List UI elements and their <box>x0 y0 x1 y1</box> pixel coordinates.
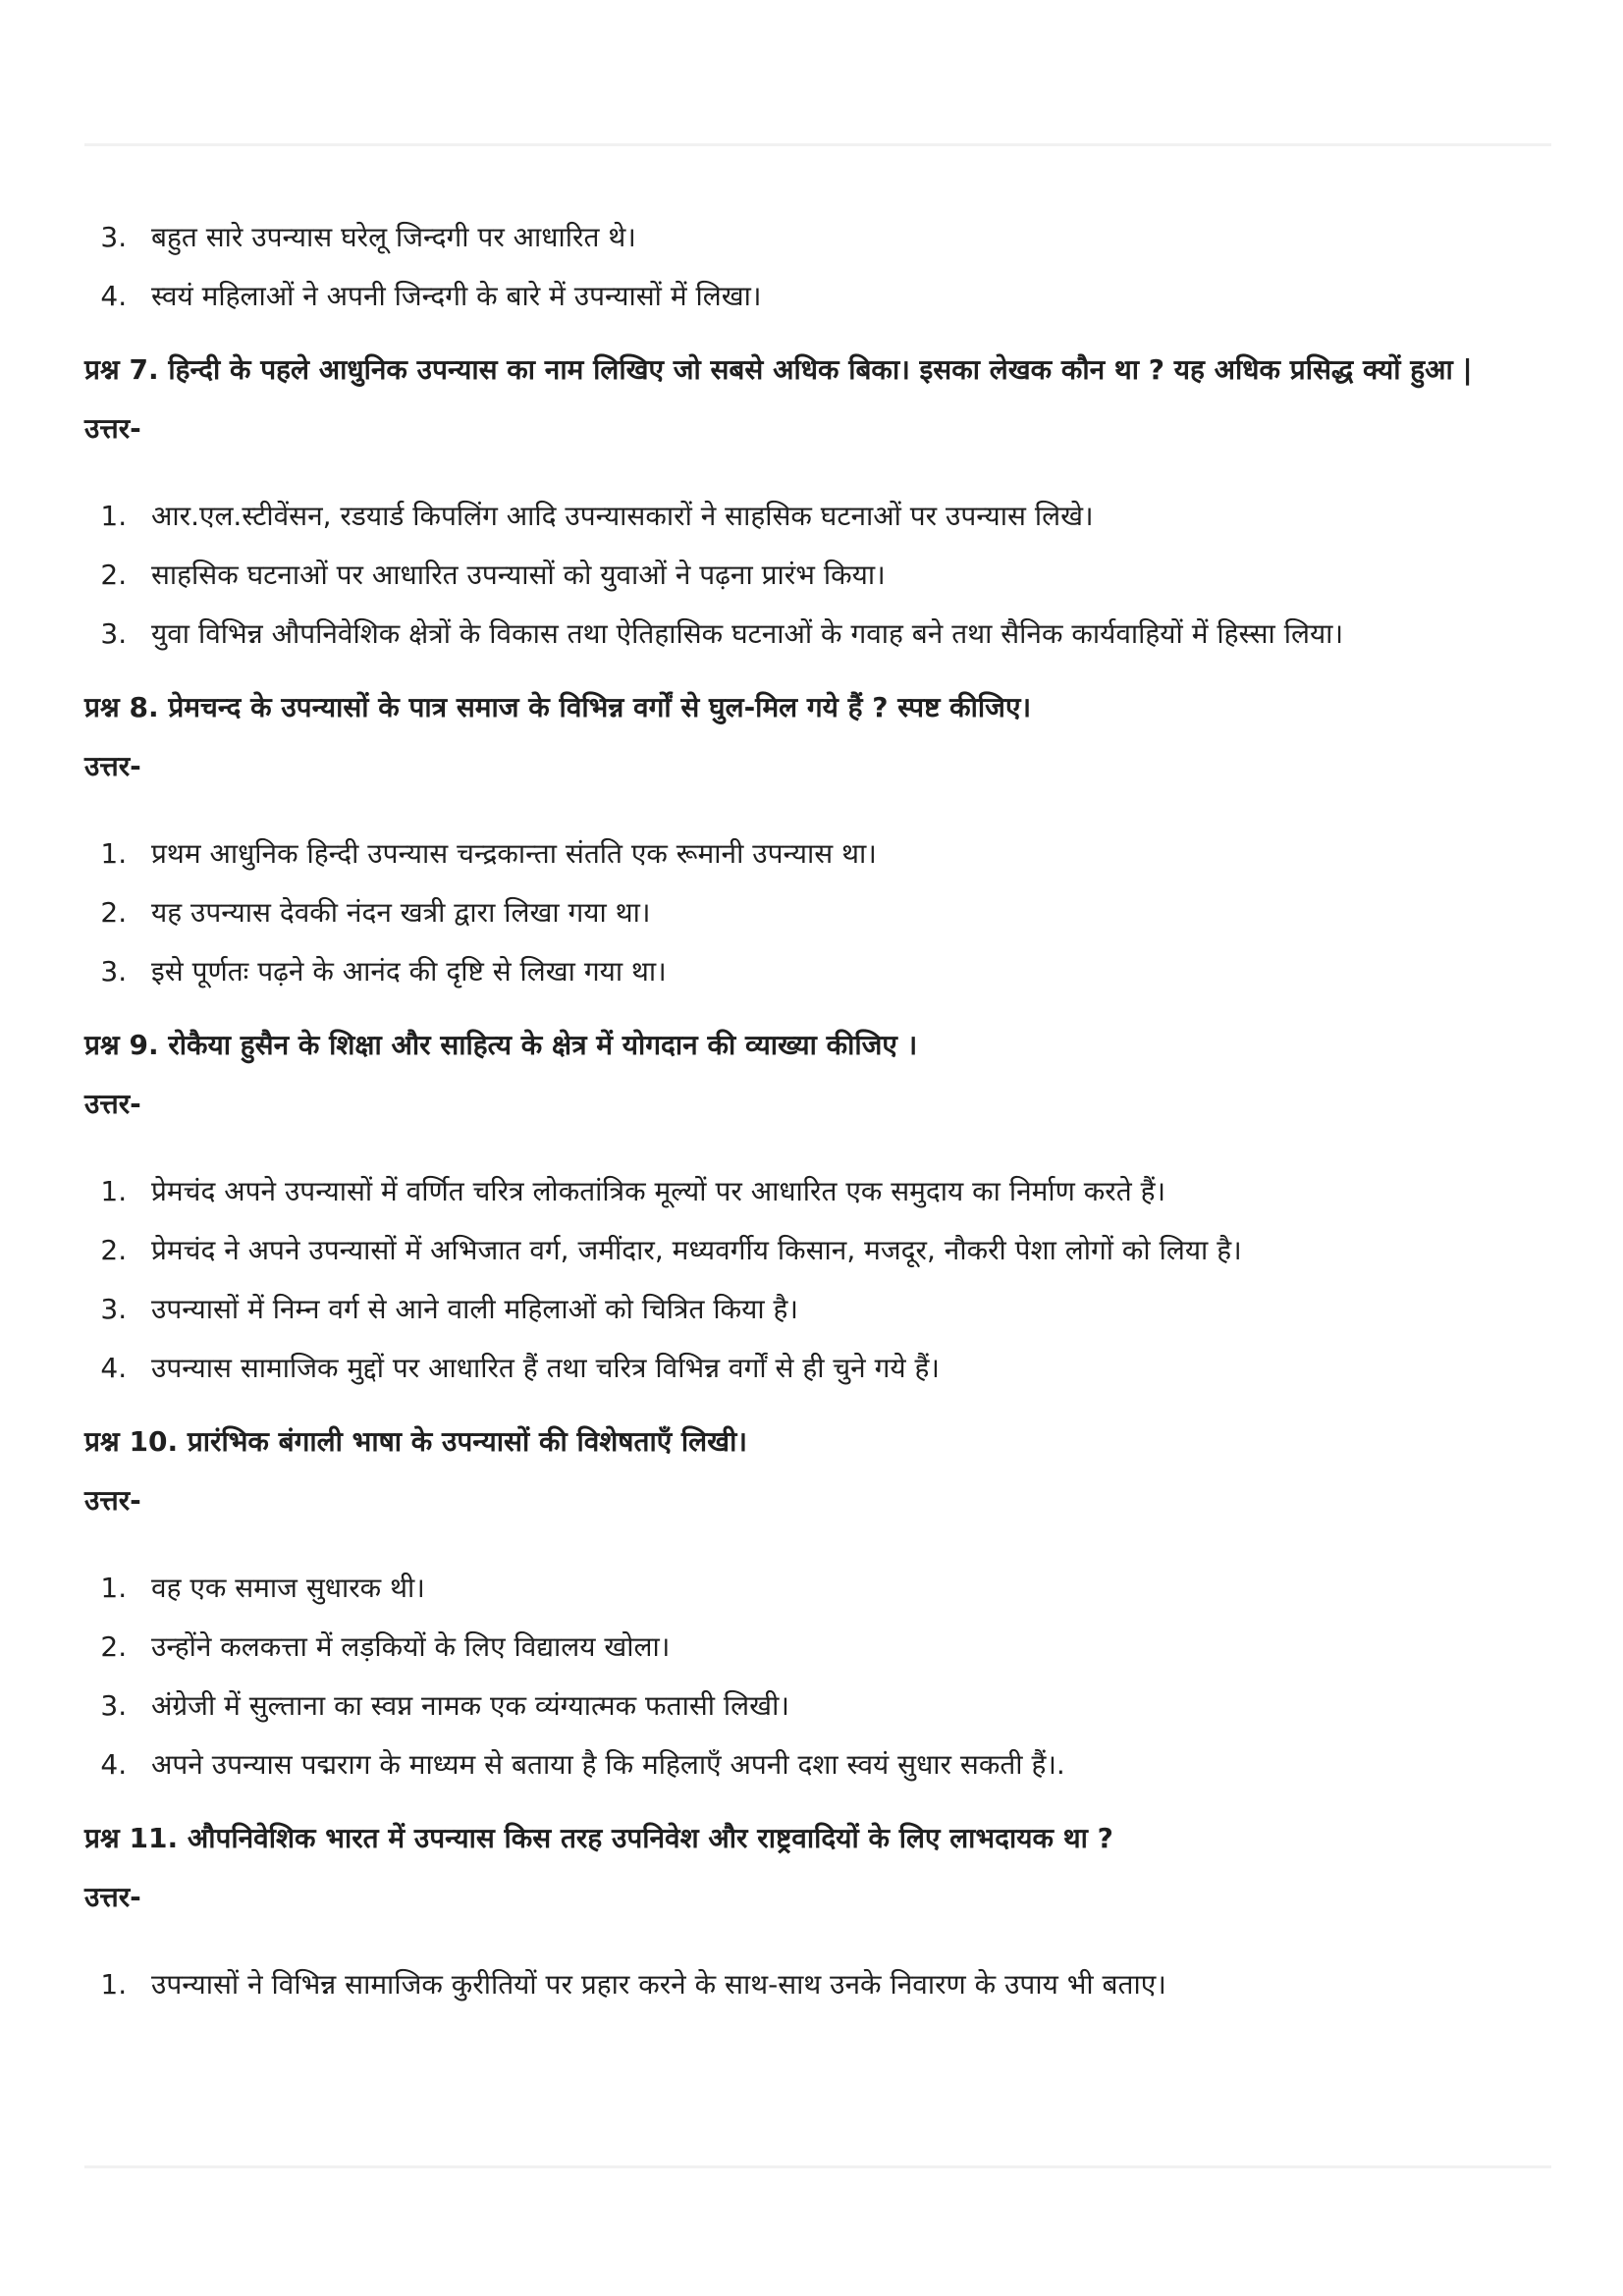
list-item: 2. यह उपन्यास देवकी नंदन खत्री द्वारा लिखा गया था। <box>135 883 1557 942</box>
question-10-heading: प्रश्न 10. प्रारंभिक बंगाली भाषा के उपन्यासों की विशेषताएँ लिखी। <box>84 1425 747 1458</box>
list-item: 1. आर.एल.स्टीवेंसन, रडयार्ड किपलिंग आदि उपन्यासकारों ने साहसिक घटनाओं पर उपन्यास लिखे। <box>135 487 1557 546</box>
list-item: 4. स्वयं महिलाओं ने अपनी जिन्दगी के बारे में उपन्यासों में लिखा। <box>135 267 1557 326</box>
list-item: 3. युवा विभिन्न औपनिवेशिक क्षेत्रों के विकास तथा ऐतिहासिक घटनाओं के गवाह बने तथा सैनिक कार्यवाहियों में हिस्सा लिया। <box>135 605 1557 664</box>
list-item: 4. उपन्यास सामाजिक मुद्दों पर आधारित हैं तथा चरित्र विभिन्न वर्गों से ही चुने गये हैं। <box>135 1339 1557 1398</box>
list-item: 2. साहसिक घटनाओं पर आधारित उपन्यासों को युवाओं ने पढ़ना प्रारंभ किया। <box>135 546 1557 605</box>
answer-list-11 <box>84 1955 1557 2014</box>
question-9-heading: प्रश्न 9. रोकैया हुसैन के शिक्षा और साहित्य के क्षेत्र में योगदान की व्याख्या कीजिए । <box>84 1029 918 1061</box>
answer-label: उत्तर- <box>84 1088 141 1120</box>
list-item: 3. बहुत सारे उपन्यास घरेलू जिन्दगी पर आधारित थे। <box>135 208 1557 267</box>
answer-label: उत्तर- <box>84 412 141 445</box>
list-item: 3. उपन्यासों में निम्न वर्ग से आने वाली महिलाओं को चित्रित किया है। <box>135 1280 1557 1339</box>
list-item: 2. उन्होंने कलकत्ता में लड़कियों के लिए विद्यालय खोला। <box>135 1618 1557 1677</box>
answer-list-9 <box>84 1162 1557 1398</box>
bottom-divider <box>84 2165 1551 2168</box>
top-divider <box>84 143 1551 146</box>
list-item: 1. प्रथम आधुनिक हिन्दी उपन्यास चन्द्रकान्ता संतति एक रूमानी उपन्यास था। <box>135 825 1557 883</box>
question-7-heading: प्रश्न 7. हिन्दी के पहले आधुनिक उपन्यास का नाम लिखिए जो सबसे अधिक बिका। इसका लेखक कौन था ? यह अधिक प्रसिद्ध क्यों हुआ | <box>84 353 1473 386</box>
document-body <box>84 208 1557 2014</box>
list-item: 4. अपने उपन्यास पद्मराग के माध्यम से बताया है कि महिलाएँ अपनी दशा स्वयं सुधार सकती हैं।. <box>135 1735 1557 1794</box>
question-8-heading: प्रश्न 8. प्रेमचन्द के उपन्यासों के पात्र समाज के विभिन्न वर्गों से घुल-मिल गये हैं ? स्पष्ट कीजिए। <box>84 691 1032 723</box>
list-item: 1. उपन्यासों ने विभिन्न सामाजिक कुरीतियों पर प्रहार करने के साथ-साथ उनके निवारण के उपाय भी बताए। <box>135 1955 1557 2014</box>
list-item: 1. प्रेमचंद अपने उपन्यासों में वर्णित चरित्र लोकतांत्रिक मूल्यों पर आधारित एक समुदाय का निर्माण करते हैं। <box>135 1162 1557 1221</box>
answer-list-10 <box>84 1559 1557 1794</box>
question-11-heading: प्रश्न 11. औपनिवेशिक भारत में उपन्यास किस तरह उपनिवेश और राष्ट्रवादियों के लिए लाभदायक था ? <box>84 1822 1113 1854</box>
list-item: 3. इसे पूर्णतः पढ़ने के आनंद की दृष्टि से लिखा गया था। <box>135 942 1557 1001</box>
answer-list-7 <box>84 487 1557 664</box>
continued-answer-list <box>84 208 1557 326</box>
answer-label: उत्तर- <box>84 750 141 782</box>
list-item: 3. अंग्रेजी में सुल्ताना का स्वप्न नामक एक व्यंग्यात्मक फतासी लिखी। <box>135 1677 1557 1735</box>
list-item: 1. वह एक समाज सुधारक थी। <box>135 1559 1557 1618</box>
answer-label: उत्तर- <box>84 1484 141 1517</box>
answer-list-8 <box>84 825 1557 1001</box>
list-item: 2. प्रेमचंद ने अपने उपन्यासों में अभिजात वर्ग, जमींदार, मध्यवर्गीय किसान, मजदूर, नौकरी पेशा लोगों को लिया है। <box>135 1221 1557 1280</box>
answer-label: उत्तर- <box>84 1881 141 1913</box>
